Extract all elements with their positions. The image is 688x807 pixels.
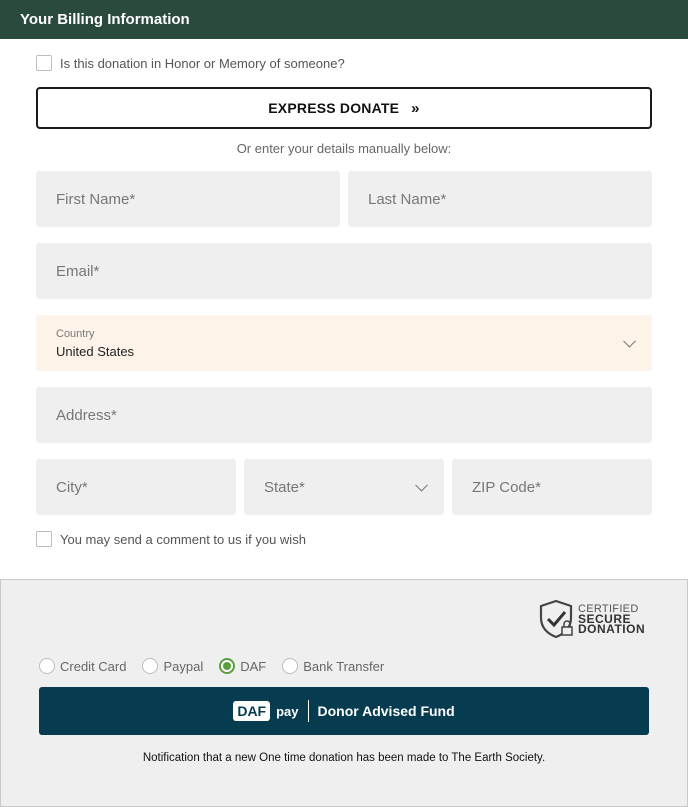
express-donate-label: EXPRESS DONATE (268, 100, 400, 116)
badge-line-secure: SECURE (578, 612, 632, 626)
zip-placeholder: ZIP Code* (472, 478, 541, 496)
daf-pay-text: pay (276, 703, 299, 719)
express-donate-button[interactable] (36, 87, 652, 129)
first-name-input[interactable] (36, 171, 340, 227)
radio-paypal[interactable] (142, 658, 158, 674)
daf-pay-logo (233, 701, 298, 721)
first-name-placeholder: First Name* (56, 190, 136, 208)
chevron-down-icon (415, 479, 428, 492)
daf-logo-text: DAF (233, 701, 270, 721)
honor-checkbox-row[interactable] (36, 55, 345, 71)
comment-label: You may send a comment to us if you wish (60, 531, 306, 547)
payment-option-paypal[interactable] (142, 658, 203, 674)
manual-entry-text: Or enter your details manually below: (236, 141, 452, 156)
daf-button-label: Donor Advised Fund (317, 703, 455, 719)
billing-title: Your Billing Information (20, 11, 190, 28)
city-placeholder: City* (56, 478, 88, 496)
chevron-down-icon (623, 335, 636, 348)
comment-checkbox[interactable] (36, 531, 52, 547)
payment-option-label: DAF (240, 658, 267, 674)
address-placeholder: Address* (56, 406, 117, 424)
payment-option-label: Bank Transfer (303, 658, 385, 674)
daf-pay-button[interactable] (39, 687, 649, 735)
payment-option-bank-transfer[interactable] (282, 658, 384, 674)
badge-line-certified: CERTIFIED (578, 603, 639, 615)
honor-label: Is this donation in Honor or Memory of someone? (60, 55, 345, 71)
divider (308, 700, 309, 722)
state-placeholder: State* (264, 478, 305, 496)
badge-line-donation: DONATION (578, 622, 646, 636)
radio-credit-card[interactable] (39, 658, 55, 674)
payment-option-label: Credit Card (60, 658, 127, 674)
email-input[interactable] (36, 243, 652, 299)
radio-daf[interactable] (219, 658, 235, 674)
payment-option-label: Paypal (163, 658, 204, 674)
payment-method-options (39, 658, 400, 674)
billing-header (0, 0, 688, 39)
city-input[interactable] (36, 459, 236, 515)
last-name-input[interactable] (348, 171, 652, 227)
payment-option-credit-card[interactable] (39, 658, 126, 674)
zip-input[interactable] (452, 459, 652, 515)
country-select[interactable] (36, 315, 652, 371)
payment-option-daf[interactable] (219, 658, 266, 674)
address-input[interactable] (36, 387, 652, 443)
honor-checkbox[interactable] (36, 55, 52, 71)
email-placeholder: Email* (56, 262, 100, 280)
comment-checkbox-row[interactable] (36, 531, 306, 547)
radio-bank-transfer[interactable] (282, 658, 298, 674)
country-label: Country (56, 327, 95, 340)
state-select[interactable] (244, 459, 444, 515)
country-value: United States (56, 343, 135, 359)
donation-notice: Notification that a new One time donation has been made to The Earth Society. (142, 752, 546, 764)
secure-donation-badge (538, 599, 645, 639)
last-name-placeholder: Last Name* (368, 190, 447, 208)
shield-check-icon (538, 599, 574, 639)
chevron-double-right-icon: » (411, 99, 420, 117)
